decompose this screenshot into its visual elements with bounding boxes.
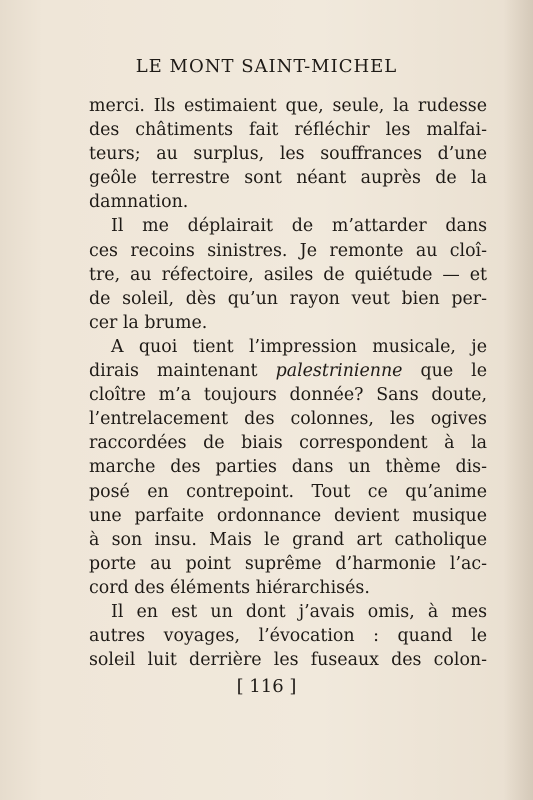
italic-word: palestrinienne [275, 361, 403, 382]
text-line: cer la brume. [89, 312, 208, 333]
text-line: Il me déplairait de m’attarder dans [111, 216, 487, 237]
text-line: tre, au réfectoire, asiles de quiétude — et [89, 264, 487, 285]
text-line: merci. Ils estimaient que, seule, la rudesse [89, 96, 487, 116]
text-line: cord des éléments hiérarchisés. [89, 577, 370, 598]
text-segment: dirais maintenant [89, 361, 276, 382]
text-line: A quoi tient l’impression musicale, je [111, 336, 487, 357]
text-segment: que le [402, 361, 487, 382]
text-line: marche des parties dans un thème dis- [89, 457, 487, 478]
text-line: soleil luit derrière les fuseaux des colon- [89, 650, 487, 671]
text-line: cloître m’a toujours donnée? Sans doute, [89, 385, 487, 406]
text-line: porte au point suprême d’harmonie l’ac- [89, 553, 487, 574]
text-line: une parfaite ordonnance devient musique [89, 505, 487, 526]
text-line: posé en contrepoint. Tout ce qu’anime [89, 481, 487, 502]
text-line: ces recoins sinistres. Je remonte au cloî- [89, 240, 487, 261]
text-line: Il en est un dont j’avais omis, à mes [111, 601, 487, 622]
text-line [89, 359, 487, 383]
text-line: autres voyages, l’évocation : quand le [89, 626, 487, 647]
text-line: à son insu. Mais le grand art catholique [89, 529, 487, 550]
text-line: damnation. [89, 192, 189, 213]
text-line: l’entrelacement des colonnes, les ogives [89, 409, 487, 430]
running-head: LE MONT SAINT-MICHEL [135, 56, 398, 77]
text-line: teurs; au surplus, les souffrances d’une [89, 144, 487, 165]
text-line: raccordées de biais correspondent à la [89, 433, 487, 454]
text-line: des châtiments fait réfléchir les malfai- [89, 120, 487, 141]
page-number: [ 116 ] [236, 676, 297, 697]
text-line: geôle terrestre sont néant auprès de la [89, 168, 487, 189]
body-text [89, 94, 487, 672]
text-line: de soleil, dès qu’un rayon veut bien per- [89, 288, 487, 309]
